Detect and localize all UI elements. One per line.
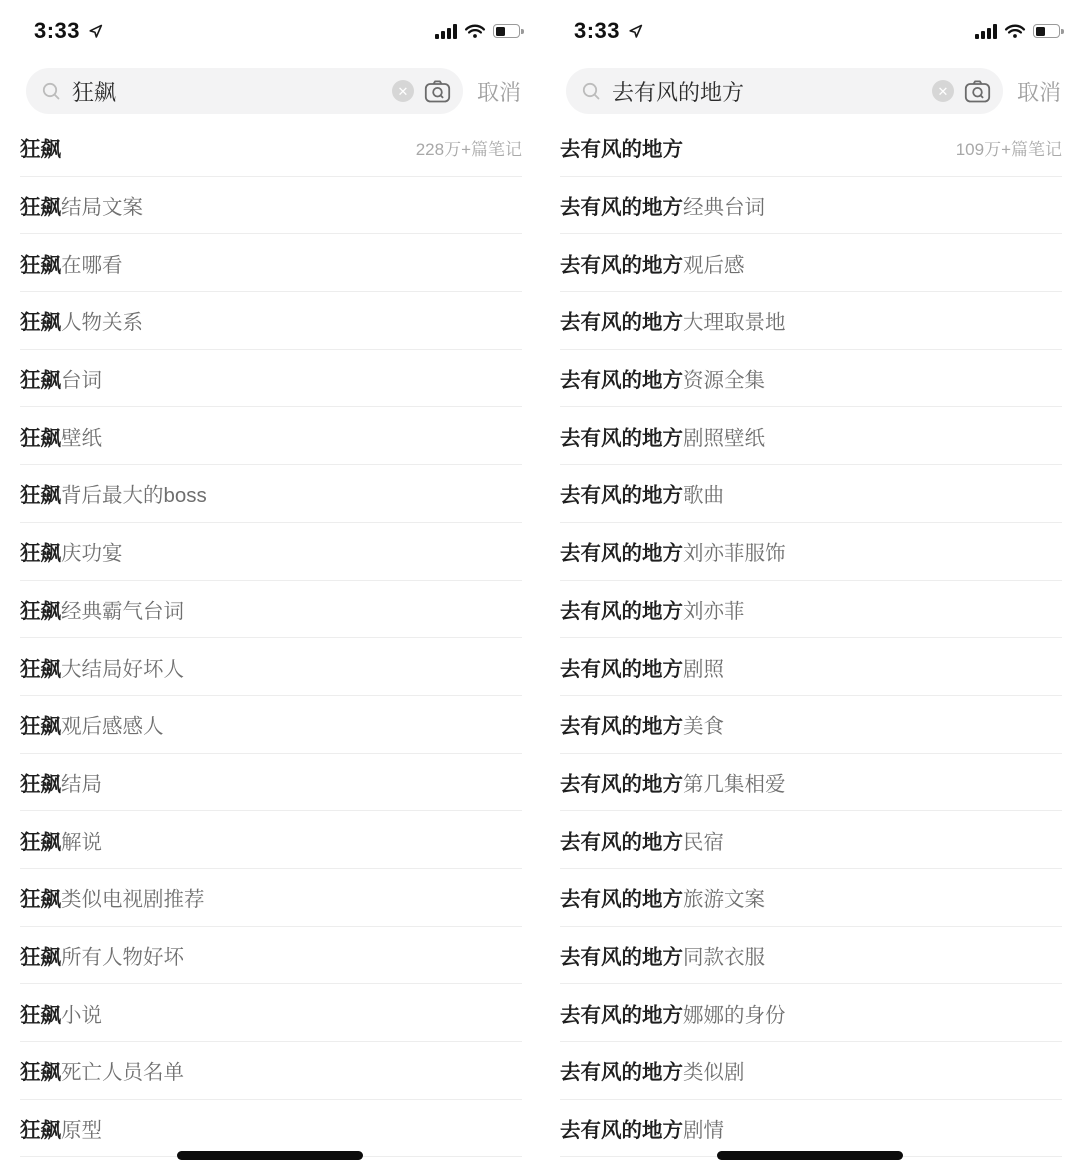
suggestion-label: [20, 594, 184, 624]
suggestion-query-highlight: 狂飙: [20, 1003, 61, 1027]
suggestion-row[interactable]: [560, 523, 1062, 581]
cancel-button[interactable]: 取消: [1016, 79, 1061, 105]
suggestion-label: [560, 594, 745, 624]
wifi-icon: [464, 23, 486, 39]
suggestion-row[interactable]: [560, 696, 1062, 754]
suggestion-query-highlight: 狂飙: [20, 657, 61, 681]
search-bar-row: [540, 67, 1080, 115]
suggestion-completion: 剧照壁纸: [683, 426, 765, 450]
suggestion-row[interactable]: [560, 119, 1062, 177]
suggestion-row[interactable]: [20, 696, 522, 754]
suggestion-row[interactable]: [20, 177, 522, 235]
suggestion-completion: 人物关系: [61, 311, 143, 335]
suggestion-completion: 同款衣服: [683, 945, 765, 969]
suggestion-completion: 结局文案: [61, 196, 143, 220]
suggestion-query-highlight: 去有风的地方: [560, 715, 683, 739]
suggestion-query-highlight: 去有风的地方: [560, 1119, 683, 1143]
suggestion-query-highlight: 去有风的地方: [560, 830, 683, 854]
suggestion-label: [560, 305, 786, 335]
suggestion-query-highlight: 狂飙: [20, 772, 61, 796]
suggestion-row[interactable]: [560, 350, 1062, 408]
suggestion-row[interactable]: [20, 1042, 522, 1100]
suggestion-row[interactable]: [560, 177, 1062, 235]
suggestion-row[interactable]: [20, 465, 522, 523]
suggestion-completion: 结局: [61, 772, 102, 796]
suggestion-row[interactable]: [560, 754, 1062, 812]
suggestion-completion: 民宿: [683, 830, 724, 854]
suggestion-query-highlight: 去有风的地方: [560, 196, 683, 220]
suggestion-completion: 在哪看: [61, 253, 123, 277]
suggestion-query-highlight: 去有风的地方: [560, 311, 683, 335]
clock-text: 3:33: [574, 18, 621, 43]
panel-quyoufeng-search: [540, 0, 1080, 1173]
suggestion-completion: 所有人物好坏: [61, 945, 184, 969]
suggestion-completion: 解说: [61, 830, 102, 854]
search-icon: [41, 81, 62, 102]
suggestion-row[interactable]: [20, 119, 522, 177]
suggestion-query-highlight: 去有风的地方: [560, 369, 683, 393]
suggestion-completion: 经典霸气台词: [61, 599, 184, 623]
suggestion-query-highlight: 狂飙: [20, 138, 61, 162]
suggestion-completion: 歌曲: [683, 484, 724, 508]
camera-search-icon[interactable]: [964, 79, 991, 104]
suggestion-row[interactable]: [560, 638, 1062, 696]
home-indicator[interactable]: [177, 1151, 363, 1160]
cellular-signal-icon: [975, 24, 997, 39]
suggestion-label: [560, 709, 724, 739]
suggestion-query-highlight: 狂飙: [20, 311, 61, 335]
search-input[interactable]: [26, 68, 463, 114]
suggestion-label: [20, 882, 205, 912]
suggestion-label: [560, 940, 765, 970]
search-query-text: 去有风的地方: [612, 79, 745, 105]
suggestion-label: [20, 1113, 102, 1143]
suggestion-row[interactable]: [20, 869, 522, 927]
search-query-text: 狂飙: [72, 79, 117, 105]
suggestion-label: [20, 248, 123, 278]
suggestion-query-highlight: 狂飙: [20, 715, 61, 739]
suggestion-query-highlight: 狂飙: [20, 1061, 61, 1085]
suggestion-completion: 剧照: [683, 657, 724, 681]
battery-icon: [493, 24, 520, 38]
suggestion-label: [20, 478, 207, 508]
suggestion-row[interactable]: [20, 984, 522, 1042]
suggestion-completion: 台词: [61, 369, 102, 393]
suggestion-label: [560, 478, 724, 508]
suggestion-label: [20, 767, 102, 797]
camera-search-icon[interactable]: [424, 79, 451, 104]
suggestion-completion: 壁纸: [61, 426, 102, 450]
suggestion-completion: 大结局好坏人: [61, 657, 184, 681]
suggestion-query-highlight: 去有风的地方: [560, 138, 683, 162]
suggestion-row[interactable]: [560, 465, 1062, 523]
clear-search-icon[interactable]: ✕: [932, 80, 954, 102]
suggestion-row[interactable]: [20, 927, 522, 985]
suggestion-completion: 经典台词: [683, 196, 765, 220]
suggestion-row[interactable]: [20, 407, 522, 465]
suggestion-label: [20, 190, 143, 220]
suggestion-query-highlight: 去有风的地方: [560, 599, 683, 623]
suggestion-label: [20, 305, 143, 335]
note-count-badge: 109万+篇笔记: [955, 139, 1062, 159]
suggestion-completion: 类似剧: [683, 1061, 745, 1085]
suggestion-label: [20, 363, 102, 393]
suggestion-query-highlight: 狂飙: [20, 484, 61, 508]
note-count-badge: 228万+篇笔记: [415, 139, 522, 159]
suggestion-completion: 大理取景地: [683, 311, 786, 335]
home-indicator[interactable]: [717, 1151, 903, 1160]
suggestion-row[interactable]: [560, 292, 1062, 350]
suggestion-row[interactable]: [560, 407, 1062, 465]
suggestion-label: [560, 421, 765, 451]
suggestion-query-highlight: 狂飙: [20, 542, 61, 566]
suggestion-completion: 第几集相爱: [683, 772, 786, 796]
suggestion-query-highlight: 去有风的地方: [560, 945, 683, 969]
suggestion-completion: 庆功宴: [61, 542, 123, 566]
suggestion-query-highlight: 狂飙: [20, 426, 61, 450]
suggestion-query-highlight: 狂飙: [20, 888, 61, 912]
suggestion-completion: 类似电视剧推荐: [61, 888, 205, 912]
suggestion-row[interactable]: [20, 811, 522, 869]
suggestion-row[interactable]: [560, 984, 1062, 1042]
suggestion-label: [560, 363, 765, 393]
search-icon: [581, 81, 602, 102]
search-bar-row: [0, 67, 540, 115]
suggestion-query-highlight: 狂飙: [20, 830, 61, 854]
suggestion-completion: 旅游文案: [683, 888, 765, 912]
clear-search-icon[interactable]: ✕: [392, 80, 414, 102]
suggestion-label: [20, 652, 184, 682]
suggestion-completion: 娜娜的身份: [683, 1003, 786, 1027]
suggestion-row[interactable]: [560, 1100, 1062, 1158]
suggestion-list: [540, 119, 1080, 1157]
suggestion-label: [20, 825, 102, 855]
suggestion-label: [20, 536, 123, 566]
suggestion-label: [20, 709, 164, 739]
suggestion-query-highlight: 去有风的地方: [560, 484, 683, 508]
suggestion-label: [560, 1113, 724, 1143]
suggestion-row[interactable]: [20, 581, 522, 639]
suggestion-completion: 死亡人员名单: [61, 1061, 184, 1085]
suggestion-row[interactable]: [20, 523, 522, 581]
suggestion-query-highlight: 去有风的地方: [560, 1003, 683, 1027]
suggestion-query-highlight: 狂飙: [20, 253, 61, 277]
suggestion-query-highlight: 去有风的地方: [560, 426, 683, 450]
suggestion-completion: 美食: [683, 715, 724, 739]
suggestion-row[interactable]: [560, 1042, 1062, 1100]
suggestion-label: [560, 767, 786, 797]
suggestion-query-highlight: 去有风的地方: [560, 657, 683, 681]
suggestion-label: [560, 132, 683, 162]
suggestion-query-highlight: 狂飙: [20, 1119, 61, 1143]
suggestion-label: [560, 825, 724, 855]
suggestion-query-highlight: 狂飙: [20, 196, 61, 220]
suggestion-row[interactable]: [20, 1100, 522, 1158]
suggestion-label: [20, 1055, 184, 1085]
suggestion-completion: 刘亦菲服饰: [683, 542, 786, 566]
suggestion-row[interactable]: [20, 350, 522, 408]
suggestion-query-highlight: 去有风的地方: [560, 253, 683, 277]
suggestion-label: [20, 940, 184, 970]
suggestion-query-highlight: 狂飙: [20, 599, 61, 623]
suggestion-row[interactable]: [560, 811, 1062, 869]
suggestion-completion: 剧情: [683, 1119, 724, 1143]
status-bar: [540, 12, 1080, 50]
suggestion-row[interactable]: [560, 234, 1062, 292]
cancel-button[interactable]: 取消: [476, 79, 521, 105]
suggestion-label: [560, 248, 745, 278]
suggestion-row[interactable]: [20, 638, 522, 696]
suggestion-row[interactable]: [560, 869, 1062, 927]
search-input[interactable]: [566, 68, 1003, 114]
suggestion-list: [0, 119, 540, 1157]
suggestion-row[interactable]: [560, 927, 1062, 985]
suggestion-label: [20, 421, 102, 451]
suggestion-label: [560, 536, 786, 566]
location-arrow-icon: [627, 23, 644, 40]
battery-icon: [1033, 24, 1060, 38]
suggestion-query-highlight: 狂飙: [20, 945, 61, 969]
suggestion-row[interactable]: [20, 754, 522, 812]
clock-text: 3:33: [34, 18, 81, 43]
suggestion-completion: 观后感: [683, 253, 745, 277]
suggestion-label: [560, 652, 724, 682]
suggestion-query-highlight: 去有风的地方: [560, 888, 683, 912]
suggestion-label: [560, 998, 786, 1028]
suggestion-completion: 背后最大的boss: [61, 484, 207, 508]
suggestion-query-highlight: 去有风的地方: [560, 772, 683, 796]
wifi-icon: [1004, 23, 1026, 39]
cellular-signal-icon: [435, 24, 457, 39]
suggestion-label: [560, 882, 765, 912]
suggestion-query-highlight: 狂飙: [20, 369, 61, 393]
suggestion-query-highlight: 去有风的地方: [560, 1061, 683, 1085]
suggestion-completion: 观后感感人: [61, 715, 164, 739]
status-bar: [0, 12, 540, 50]
suggestion-label: [560, 1055, 745, 1085]
suggestion-completion: 资源全集: [683, 369, 765, 393]
suggestion-label: [560, 190, 765, 220]
suggestion-row[interactable]: [20, 234, 522, 292]
suggestion-label: [20, 132, 61, 162]
suggestion-completion: 小说: [61, 1003, 102, 1027]
suggestion-completion: 原型: [61, 1119, 102, 1143]
suggestion-completion: 刘亦菲: [683, 599, 745, 623]
location-arrow-icon: [87, 23, 104, 40]
suggestion-row[interactable]: [20, 292, 522, 350]
suggestion-row[interactable]: [560, 581, 1062, 639]
suggestion-query-highlight: 去有风的地方: [560, 542, 683, 566]
suggestion-label: [20, 998, 102, 1028]
